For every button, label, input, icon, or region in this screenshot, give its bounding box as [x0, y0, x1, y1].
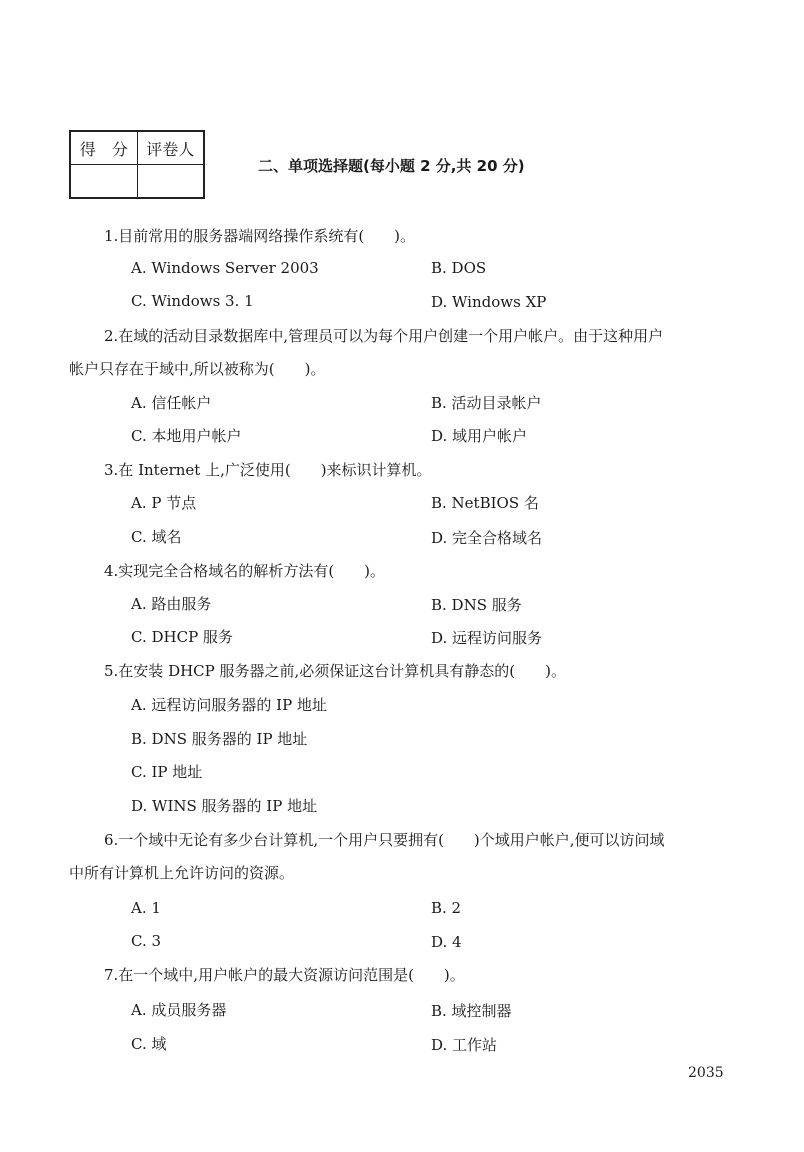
question-6-stem-line-2: 中所有计算机上允许访问的资源。	[69, 864, 295, 882]
question-6-stem-line-1: 6.一个域中无论有多少台计算机,一个用户只要拥有( )个域用户帐户,便可以访问域	[104, 831, 665, 849]
question-7-option-c: C. 域	[131, 1035, 167, 1053]
score-cell	[70, 165, 137, 199]
section-title: 二、单项选择题(每小题 2 分,共 20 分)	[258, 157, 525, 175]
question-2-option-d: D. 域用户帐户	[431, 427, 528, 445]
question-3-option-d: D. 完全合格域名	[431, 529, 543, 547]
question-4-option-d: D. 远程访问服务	[431, 629, 543, 647]
question-2-option-c: C. 本地用户帐户	[131, 427, 242, 445]
grader-cell	[137, 165, 204, 199]
question-1-stem: 1.目前常用的服务器端网络操作系统有( )。	[104, 227, 416, 245]
question-7-stem: 7.在一个域中,用户帐户的最大资源访问范围是( )。	[104, 966, 465, 984]
question-4-option-b: B. DNS 服务	[431, 596, 522, 614]
question-6-option-d: D. 4	[431, 933, 462, 951]
question-1-option-a: A. Windows Server 2003	[131, 259, 319, 277]
question-7-option-b: B. 域控制器	[431, 1002, 512, 1020]
question-4-option-c: C. DHCP 服务	[131, 628, 233, 646]
question-4-stem: 4.实现完全合格域名的解析方法有( )。	[104, 562, 386, 580]
score-label: 得 分	[70, 131, 137, 165]
question-5-option-c: C. IP 地址	[131, 763, 203, 781]
question-2-option-b: B. 活动目录帐户	[431, 394, 542, 412]
question-2-stem-line-2: 帐户只存在于域中,所以被称为( )。	[69, 360, 326, 378]
question-5-option-a: A. 远程访问服务器的 IP 地址	[131, 696, 327, 714]
question-3-stem: 3.在 Internet 上,广泛使用( )来标识计算机。	[104, 461, 432, 479]
question-6-option-b: B. 2	[431, 899, 462, 917]
question-2-option-a: A. 信任帐户	[131, 394, 212, 412]
question-6-option-c: C. 3	[131, 932, 162, 950]
question-7-option-a: A. 成员服务器	[131, 1001, 227, 1019]
grader-label: 评卷人	[137, 131, 204, 165]
score-box	[69, 130, 205, 199]
question-7-option-d: D. 工作站	[431, 1036, 498, 1054]
question-2-stem-line-1: 2.在域的活动目录数据库中,管理员可以为每个用户创建一个用户帐户。由于这种用户	[104, 327, 664, 345]
question-3-option-b: B. NetBIOS 名	[431, 494, 539, 512]
question-4-option-a: A. 路由服务	[131, 595, 212, 613]
question-3-option-c: C. 域名	[131, 528, 182, 546]
question-1-option-b: B. DOS	[431, 259, 487, 277]
question-5-stem: 5.在安装 DHCP 服务器之前,必须保证这台计算机具有静态的( )。	[104, 662, 566, 680]
question-6-option-a: A. 1	[131, 899, 161, 917]
page-number: 2035	[688, 1065, 724, 1081]
question-5-option-b: B. DNS 服务器的 IP 地址	[131, 730, 308, 748]
question-5-option-d: D. WINS 服务器的 IP 地址	[131, 797, 318, 815]
question-3-option-a: A. P 节点	[131, 494, 197, 512]
question-1-option-c: C. Windows 3. 1	[131, 292, 254, 310]
question-1-option-d: D. Windows XP	[431, 293, 547, 311]
